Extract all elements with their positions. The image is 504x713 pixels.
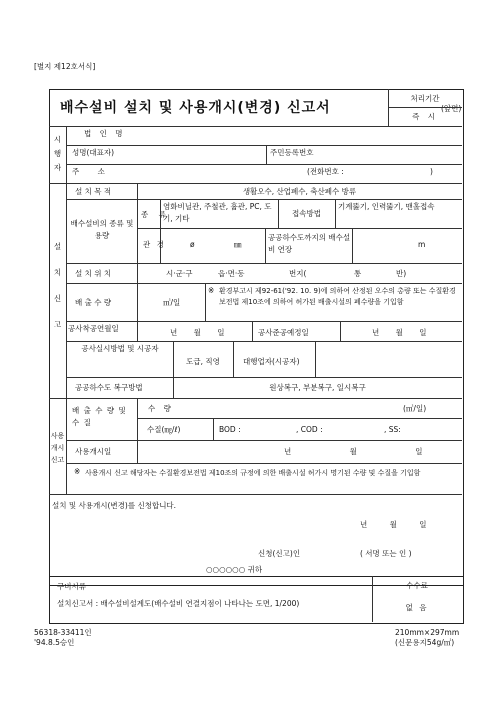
declaration-to: ○○○○○○ 귀하 bbox=[206, 565, 263, 574]
end-value: 년 월 일 bbox=[372, 328, 427, 337]
diameter-unit: ㎜ bbox=[234, 240, 242, 249]
qty-sub: 수 량 bbox=[148, 404, 174, 413]
end-label: 공사준공예정일 bbox=[258, 328, 309, 337]
processing-value: 즉 시 bbox=[412, 112, 438, 121]
purpose-label: 설 치 목 적 bbox=[75, 187, 112, 196]
applicant-side-label: 시 행 자 bbox=[53, 135, 62, 172]
quality-sub: 수질(㎎/ℓ) bbox=[147, 425, 181, 434]
name-rep-label: 성명(대표자) bbox=[72, 148, 115, 157]
location-tong: 통 bbox=[354, 269, 362, 278]
location-eup: 읍·면·동 bbox=[218, 269, 245, 278]
discharge-unit: ㎥/일 bbox=[163, 298, 181, 307]
diameter-symbol: ø bbox=[190, 240, 195, 249]
cod-label: , COD : bbox=[296, 425, 323, 434]
footer-size: 210mm×297mm bbox=[395, 628, 460, 637]
fee-label: 수수료 bbox=[406, 581, 428, 590]
phone-close: ) bbox=[430, 167, 433, 176]
usage-date-label: 사용개시일 bbox=[75, 447, 112, 456]
connect-value: 기계뚫기, 인력뚫기, 맨홀접속 bbox=[338, 202, 435, 211]
location-sigungu: 시·군·구 bbox=[166, 269, 193, 278]
address-label: 주 소 bbox=[72, 167, 113, 176]
agent-label: 대행업자(시공자) bbox=[243, 357, 300, 366]
page-side: (앞면) bbox=[441, 104, 462, 113]
connect-label: 접속방법 bbox=[292, 209, 321, 218]
declaration-date: 년 월 일 bbox=[360, 520, 427, 529]
diameter-label: 관 경 bbox=[143, 240, 166, 249]
documents-item: 설치신고서 : 배수설비설계도(배수설비 연결지점이 나타나는 도면, 1/200) bbox=[57, 599, 300, 608]
footer-approved: '94.8.5승인 bbox=[34, 638, 75, 647]
method-value: 도급, 직영 bbox=[186, 357, 220, 366]
location-bunji: 번지( bbox=[289, 269, 307, 278]
processing-label: 처리기간 bbox=[410, 94, 440, 103]
footer-paper: (신문용지54g/㎡) bbox=[395, 638, 455, 647]
kind-value: 염화비닐관, 주철관, 흄관, PC, 도기, 기타 bbox=[163, 202, 272, 223]
start-value: 년 월 일 bbox=[170, 328, 225, 337]
usage-note-mark: ※ bbox=[74, 467, 81, 476]
kind-label: 종 류 bbox=[141, 210, 170, 219]
ss-label: , SS: bbox=[384, 425, 401, 434]
phone-label: (전화번호 : bbox=[307, 167, 344, 176]
corp-name-label: 법 인 명 bbox=[84, 129, 126, 138]
extension-unit: m bbox=[418, 240, 426, 249]
qty-unit: (㎥/일) bbox=[403, 404, 427, 413]
usage-date-value: 년 월 일 bbox=[284, 447, 423, 456]
qty-label: 배 출 수 량 및 수 질 bbox=[72, 406, 127, 427]
discharge-label: 배 출 수 량 bbox=[75, 298, 112, 307]
fee-value: 없 음 bbox=[405, 603, 429, 612]
documents-label: 구비서류 bbox=[57, 582, 86, 591]
extension-label: 공공하수도까지의 배수설비 연장 bbox=[268, 233, 351, 254]
type-label: 배수설비의 종류 및 용량 bbox=[70, 219, 134, 240]
bod-label: BOD : bbox=[219, 425, 241, 434]
install-side-label: 설 치 신 고 bbox=[53, 242, 62, 329]
usage-side-label: 사용 개시 신고 bbox=[50, 432, 65, 464]
declaration-text: 설치 및 사용개시(변경)를 신청합니다. bbox=[52, 501, 177, 510]
location-label: 설 치 위 치 bbox=[75, 269, 112, 278]
discharge-note: 환경부고시 제92-61('92. 10. 9)에 의하여 산정된 오수의 총량 또는 수질환경보전법 제10조에 의하여 허가된 배출시설의 폐수량을 기입함 bbox=[219, 287, 456, 306]
start-label: 공사착공연월일 bbox=[68, 324, 119, 333]
restore-label: 공공하수도 복구방법 bbox=[75, 383, 143, 392]
footer-code: 56318-33411인 bbox=[34, 628, 92, 637]
declaration-sign: ( 서명 또는 인 ) bbox=[360, 549, 412, 558]
method-label: 공사실시방법 및 시공자 bbox=[81, 344, 159, 353]
discharge-note-mark: ※ bbox=[208, 286, 215, 295]
purpose-value: 생활오수, 산업폐수, 축산폐수 방류 bbox=[242, 187, 357, 196]
declaration-applicant: 신청(신고)인 bbox=[258, 549, 301, 558]
restore-value: 원상복구, 부분복구, 일시복구 bbox=[269, 383, 366, 392]
location-ban: 반) bbox=[396, 269, 407, 278]
form-id: [별지 제12호서식] bbox=[34, 62, 96, 71]
form-title: 배수설비 설치 및 사용개시(변경) 신고서 bbox=[60, 100, 331, 116]
resident-no-label: 주민등록번호 bbox=[270, 148, 314, 157]
usage-note: 사용개시 신고 해당자는 수질환경보전법 제10조의 규정에 의한 배출시설 허가시 명기된 수량 및 수질을 기입함 bbox=[85, 469, 421, 477]
